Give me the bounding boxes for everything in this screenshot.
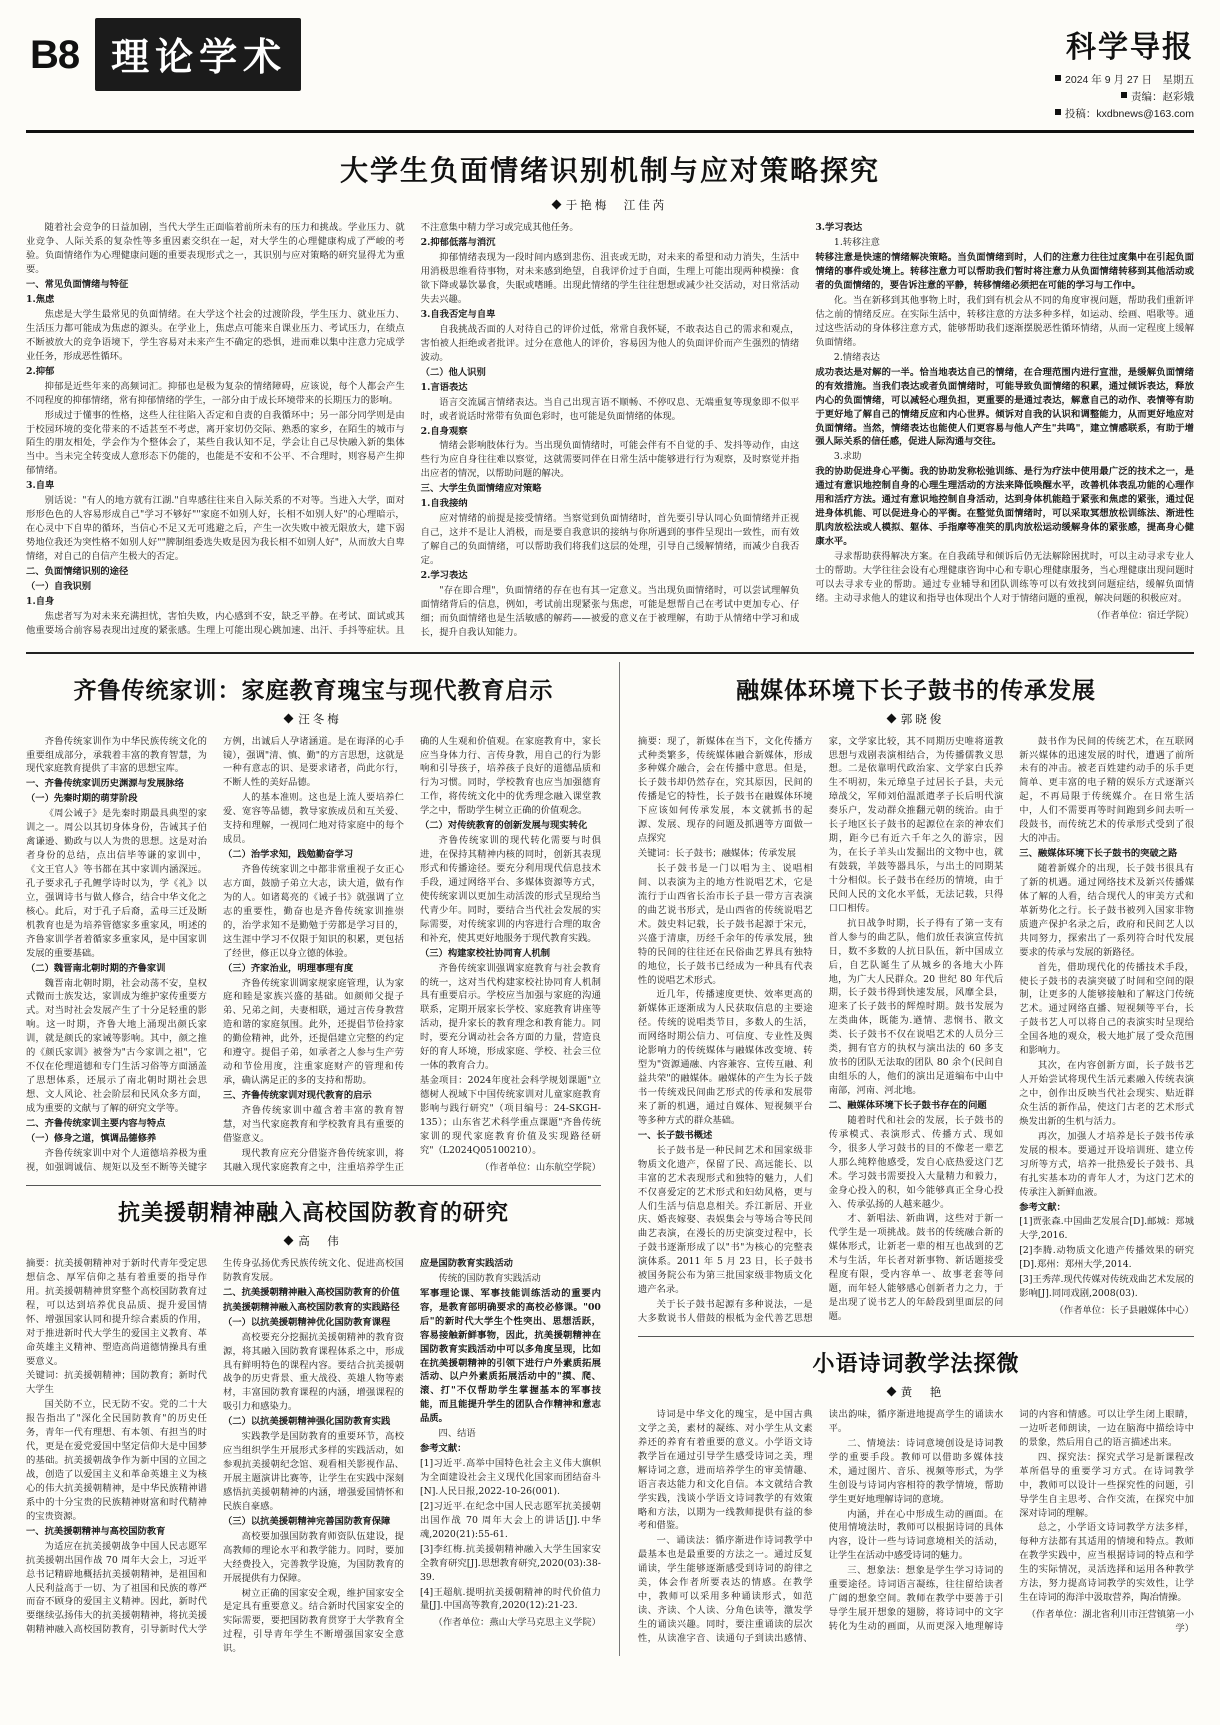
article1-signature: （作者单位：宿迁学院）	[1091, 609, 1194, 621]
article2-fund: 基金项目：2024年度社会科学规划课题"立德树人视域下中国传统家训对儿童家庭教育影响与践行研究"（项目编号：24-SKGH-135）；山东省艺术科学重点课题"齐鲁传统家训的现代家庭教育价值及实现路径研究"（L2024Q05100210）。	[419, 1075, 601, 1156]
para: 1.自我接纳	[420, 498, 468, 510]
para: 魏晋南北朝时期，社会动荡不安，皇权式微而士族发达，家训成为维护家传重要方式。对当时社会发展产生了十分足轻重的影响。这一时期，齐鲁大地上涌现出颜氏家训，就是颜氏的家诫等影响。其中，颜之推的《颜氏家训》被誉为"古今家训之祖"，它不仅在伦理道德和专门生活习俗等方面涵盖了思想体系，还展示了南北朝时期社会思想、文人风论、社会阶层和民风众多方面，成为重要的文献与了解的研究文学等。	[26, 977, 207, 1114]
para: 才、新唱法、新曲调，这些对于新一代学生是一项挑战。鼓书的传统融合新的媒体形式，让新老一辈的相互也战到的艺术与生活，年长者对新事物、新话题接受程度有限，受内容单一、故事老套等问题，而年轻人能够感心创新者力之力，于是出现了说书艺人的年龄段到里面层的问题。	[828, 1213, 1004, 1323]
article4-abstract: 摘要：现了，新媒体在当下，文化传播方式种类繁多，传统媒体融合新媒体，形成多种媒介融合，会在传播中意思。但是，长子鼓书却仍然存在，究其原因，民间的传播是它的特性，长子鼓书在融媒体环境下应该如何传承发展，本文就抓书的起源、发展、现存的问题及抓遇等方面做一点探究	[637, 735, 813, 845]
article5-body	[638, 1408, 1194, 1646]
para: 首先，借助现代化的传播技术手段，使长子鼓书的表演突破了时间和空间的限制，让更多的人能够接触和了解这门传统艺术。通过网络直播、短视频等平台，长子鼓书艺人可以将自己的表演实时呈现给全国各地的观众，极大地扩展了受众范围和影响力。	[1019, 961, 1194, 1057]
para: 抑郁情绪表现为一段时间内感到悲伤、沮丧或无助，对未来的希望和动力消失，生活中用消极思维看待事物，对未来感到绝望，自我评价过于自面，生理上可能出现两种模操：食欲下降或暴饮暴食，失眠或嗜睡。出现此情绪的学生往往想想或减少社交活动，对日常活动失去兴趣。	[420, 252, 800, 306]
para: 关于长子鼓书起源有多种说法，一是大多数说书人借鼓的根柢为金代善艺思想家，文学家比较，其不同期历史唯将道教思想与戏剧表演相结合，为传播儒教义思想。二是依靠明代政治家、文学家白氏养生不明初，朱元璋皇子过居长子县，夫元璋战父，军师刘伯温派遣孝子长后明代演奏乐户，发动群众推翻元朝的统治。由于长子地区长子鼓书的起源位在亲的神农们期，距今已有近六千年之久的游宗，因为，在长子羊头山发掘出的文物中也，就有鼓载，羊鼓等器具乐，与出土的同期某十分相似。长子鼓书在经历的情境，由于民间人民的文化水平低，无法记载，只得口口相传。	[637, 735, 1004, 1325]
para: 一、诵读法：循序渐进作诗词教学中最基本也是最重要的方法之一。通过反复诵读，学生能够逐渐感受到诗词的韵律之美，体会作者所要表达的情感。在教学中，教师可以采用多种诵读形式，如范读、齐读、个人读、分角色读等，激发学生的诵读兴趣。同时，要注重诵读的层次性，从读准字音、读通句子到读出感情、读出韵味，循序渐进地提高学生的诵读水平。	[637, 1408, 1004, 1644]
publish-date: 2024 年 9 月 27 日	[1065, 74, 1152, 86]
article3-abstract: 摘要：抗美援朝精神对于新时代青年受定思想信念、厚军信仰之基有着重要的指导作用。抗美援朝精神贯穿整个高校国防教育过程，可以达到培养优良品质、提升爱国情怀、增强国家认同和提升综合素质的作用，对于推进新时代大学生的爱国主义教育、革命英雄主义精神、塑造高尚道德情操具有重要意义。	[26, 1257, 207, 1367]
lower-section	[26, 662, 1194, 1657]
masthead-left	[26, 18, 301, 91]
article-poetry-teaching	[638, 1347, 1194, 1646]
article5-signature: （作者单位：湖北省利川市汪营镇第一小学）	[1026, 1609, 1194, 1635]
para: 三、想象法：想象是学生学习诗词的重要途径。诗词语言凝练，往往留给读者广阔的想象空间。教师在教学中要善于引导学生展开想象的翅膀，将诗词中的文字转化为生动的画面，从而更深入地理解诗词的内容和情感。可以让学生闭上眼睛，一边听老师朗读，一边在脑海中描绘诗中的景象，然后用自己的语言描述出来。	[828, 1408, 1194, 1633]
editor-line: 责编：赵彩娥	[1131, 90, 1194, 103]
reference-item: [3]李红梅.抗美援朝精神融入大学生国家安全教育研究[J].思想教育研究,2020(03):38-39.	[419, 1543, 601, 1583]
article1-title: 大学生负面情绪识别机制与应对策略探究	[339, 154, 880, 188]
para: （三）齐家治业，明理事理有度	[222, 962, 354, 974]
para: （二）魏晋南北朝时期的齐鲁家训	[26, 962, 166, 974]
para: 长子鼓书是一种民间艺术和国家级非物质文化遗产，保留了民、高远能长、以丰富的艺术表现形式和独特的魅力，人们不仅喜爱定的艺术形式和妇幼风格，更与人们生活与信息息相关。乔江新居、开业庆、婚丧嫁娶、表娱集会与等场合等民间曲艺表演，在漫长的历史演变过程中，长子鼓书逐渐形成了以"书"为核心的完整表演体系。2011 年 5 月 23 日，长子鼓书被国务院公布为第三批国家级非物质文化遗产名录。	[637, 1144, 813, 1296]
para: （二）治学求知，践勉勤奋学习	[222, 849, 354, 861]
para: 三、大学生负面情绪应对策略	[420, 483, 542, 495]
para: 树立正确的国家安全观，维护国家安全是定具有重要意义。结合新时代国家安全的实际需要，要把国防教育贯穿于大学教育全过程，引导青年学生不断增强国家安全意识。	[222, 1587, 404, 1655]
para: 一、抗美援朝精神与高校国防教育	[26, 1525, 166, 1537]
para: （三）以抗美援朝精神完善国防教育保障	[222, 1515, 391, 1527]
para: 抗美援朝精神融入高校国防教育的实践路径	[222, 1301, 400, 1313]
article1-byline	[26, 197, 1194, 213]
para: 化。当在新移到其他事物上时，我们到有机会从不同的角度审视问题，帮助我们重新评估之前的情绪反应。在实际生活中，转移注意的方法多种多样，如运动、绘画、唱歌等。通过这些活动的身体移注意方式，能够帮助我们逐渐摆脱恶性循环情绪，从而一定程度上缓解负面情绪。	[815, 295, 1194, 348]
page-number: B8	[30, 32, 80, 77]
para: 随着新媒介的出现，长子鼓书很具有了新的机遇。通过网络技术及新兴传播媒体了解的人看，结合现代人的审美方式和革新势化之行。长子鼓书被列入国家非物质遗产保护名录之后，政府和民间艺人以共同努力，探索出了一系列符合时代发展要求的传承与发展的新路径。	[1019, 863, 1194, 958]
para: 2.抑郁低落与消沉	[420, 237, 496, 249]
diamond-icon	[886, 1387, 896, 1397]
para: （二）他人识别	[420, 366, 486, 378]
article4-author: 郭晓俊	[900, 713, 945, 726]
para: 齐鲁传统家训的现代转化需要与时俱进，在保持其精神内核的同时，创新其表现形式和传播途径。要充分利用现代信息技术手段，通过网络平台、多媒体资源等方式，使传统家训以更加生动活泼的形式呈现给当代青少年。同时，要结合当代社会发展的实际需要，对传统家训的内容进行合理的取舍和补充，使其更好地服务于现代教育实践。	[419, 835, 601, 944]
para: （二）对传统教育的创新发展与现实转化	[419, 820, 588, 832]
para: 鼓书作为民间的传统艺术，在互联网新兴媒体的迅速发展的时代，遭遇了前所未有的冲击。被老百姓建约动手的乐手更简单、更丰富的电子精的娱乐方式逐渐兴起，不再局限于传统媒介。在日常生活中，人们不需要再等时间跑到乡间去听一段鼓书，而传统艺术的传承形式受到了很大的冲击。	[1019, 735, 1194, 845]
reference-item: [1]贾张森.中国曲艺发展合[D].邮城：郑城大学,2016.	[1019, 1216, 1194, 1242]
para: 其次，在内容创新方面，长子鼓书艺人开始尝试将现代生活元素融入传统表演之中，创作出反映当代社会现实、贴近群众生活的新作品，使这门古老的艺术形式焕发出新的生机与活力。	[1019, 1060, 1194, 1127]
para: "存在即合理"，负面情绪的存在也有其一定意义。当出现负面情绪时，可以尝试理解负面情绪背后的信息，例如，考试前出现紧张与焦虑，可能是想帮自己在考试中更加专心、仔细；而负面情绪也是生活敏感的解药——被爱的意义在于被理解，有助于从情绪中学习和成长，提升自我认知能力。	[420, 584, 800, 638]
article-negative-emotion	[26, 149, 1194, 639]
refs-heading: 参考文献：	[419, 1443, 467, 1455]
section-divider	[26, 652, 1194, 654]
diamond-icon	[284, 713, 294, 723]
para: 1.转移注意	[833, 237, 880, 249]
article3-keywords: 关键词：抗美援朝精神；国防教育；新时代大学生	[26, 1370, 207, 1396]
article-changzi-gushu	[638, 672, 1194, 1326]
para: 焦虑者写为对未来充满担忧，害怕失败，内心感到不安，缺乏平静。在考试、面试或其他重要场合前容易表现出过度的紧张感。生理上可能出现心跳加速、出汗、手抖等症状。且不注意集中精力学习或完成其他任务。	[26, 222, 579, 636]
para: 人的基本准则。这也是上流人要培养仁爱、宽容等品德，教导家族成员和互关爱、支持和理解，一视同仁地对待家庭中的每个成员。	[222, 792, 404, 846]
article1-body	[26, 221, 1194, 639]
para: 情绪会影响肢体行为。当出现负面情绪时，可能会伴有不自觉的手、发抖等动作，由这些行为应自身往往难以察觉，这就需要同伴在日常生活中能够进行行为观察，及时察觉并指出应者的情况，以帮助问题的解决。	[420, 440, 800, 480]
para: 应是国防教育实践活动	[419, 1257, 513, 1269]
weekday: 星期五	[1162, 74, 1194, 86]
para: 为适应在抗美援朝战争中国人民志愿军抗美援朝出国作战 70 周年大会上，习近平总书记精辟地概括抗美援朝精神，是祖国和人民利益高于一切、为了祖国和民族的尊严而奋不顾身的爱国主义精神。因此，新时代要继续弘扬伟大的抗美援朝精神，将抗美援朝精神融入高校国防教育，引导新时代大学生传身弘扬优秀民族传统文化、促进高校国防教育发展。	[26, 1257, 404, 1636]
article2-byline	[26, 711, 601, 727]
article-qilu-family-precepts	[26, 672, 601, 1175]
para: 成功表达是对解的一半。恰当地表达自己的情绪，在合理范围内进行宣泄，是缓解负面情绪的有效措施。当我们表达或者负面情绪时，可能导致负面情绪的积累，通过倾诉表达，释放内心的负面情绪，可以减轻心理负担，更重要的是通过表达，解意自己的动作、表情等有助于更好地了解自己的情绪反应和内心世界。倾诉对自我的认识和调整能力，从而更好地应对负面情绪。当然，情绪表达也能使人们更容易与他人产生"共鸣"，建立情感联系，有助于增强人际关系的信任感，促进人际沟通与交往。	[815, 366, 1194, 448]
article4-body	[638, 735, 1194, 1326]
para: 二、抗美援朝精神融入高校国防教育的价值	[222, 1286, 400, 1298]
para: 国关防不立，民无防不安。党的二十大报告指出了"深化全民国防教育"的历史任务，青年一代有理想、有本领、有担当的时代，更是在爱党爱国中坚定信仰大是中国梦的基础。抗美援朝战争作为新中国的立国之战，创造了以爱国主义和革命英雄主义为核心的伟大抗美援朝精神，是中华民族精神谱系中的十分宝贵的民族精神财富和时代精神的宝贵资源。	[26, 1399, 207, 1522]
para: 1.自身	[26, 595, 55, 607]
para: 齐鲁传统家训之中都非常重视子女正心志方面，鼓励子弟立大志，读大道，做有作为的人。如诸葛亮的《诫子书》就强调了立志的重要性，勤奋也是齐鲁传统家训推崇的，治学求知不是勤勉于劳都是学习目的，这生涯中学习不仅限于知识的积累，更包括了经世，修正以身立德的体验。	[222, 864, 404, 959]
para: 齐鲁传统家训中对个人道德培养极为重视，如强调诚信、规矩以及至不断等关键字方例，出诚后人孕诸涵道。是在诲泽的心手镜），强调"清、慎、勤"的方言思想，这就是一种有意志的识、是要求诸者，尚此尔行，不断人性的美好品德。	[26, 735, 404, 1173]
para: 3.自我否定与自卑	[420, 309, 496, 321]
para: 转移注意是快速的情绪解决策略。当负面情绪到时，人们的注意力往往过度集中在引起负面情绪的事件或处境上。转移注意力可以帮助我们暂时将注意力从负面情绪转移到其他活动或者的负面情绪的，要告诉注意的平静，转移情绪必须把在可能的学习与工作中。	[815, 252, 1194, 292]
masthead-meta	[1055, 72, 1194, 122]
section-title: 理论学术	[95, 18, 301, 91]
bullet-square-icon	[1121, 92, 1127, 98]
para: 别话说："有人的地方就有江湖."自卑感往往来自入际关系的不对等。当进入大学，面对形形色色的人容易形成自己"学习不够好""家庭不如别人好，长相不如别人好"的心理暗示，在心灵中下自卑的循环，当信心不足又无可逃避之后，产生一次失败中被无限放大，建下弱势地位我还为突性格不如别人好""脾制组委选失败是因为我长相不如别人好"，从而放大自卑情绪，对自己的自信产生极大的否定。	[26, 495, 405, 562]
para: 四、结语	[438, 1428, 476, 1440]
para: 形成过于懂事的性格，这些人往往陷入否定和自责的自我循环中；另一部分同学则是由于校园环境的变化带来的不适甚至不考虑，离开家切仍交际、熟悉的家乡，在陌生的城市与陌生的朋友相处，学会作为个整体会了，某些自我认知不足，学会让自己尽快融入新的集体当中。当未完全转变成人意形态下仍能的，也能是不安和不公平、不合理时，则容易产生抑郁情绪。	[26, 409, 405, 477]
article4-keywords: 关键词：长子鼓书；融媒体；传承发展	[637, 848, 796, 860]
article3-author: 高 伟	[298, 1235, 342, 1248]
para: 近几年，传播速度更快、效率更高的新媒体正逐渐成为人民获取信息的主要途径。传统的说唱类节目，多数人的生活，而网络时期公信力、可信度、专业性及舆论影响力的传统媒体与融媒体改变境、转型为"资源通融、内容兼容、宣传互融、利益共荣"的融媒体。融媒体的产生为长子鼓书一传统戏民间曲艺形式的传承和发展带来了新的机遇，通过自媒体、短视频平台等多种方式的群众基础。	[637, 989, 813, 1126]
bullet-square-icon	[1055, 109, 1061, 115]
para: 2.自身观察	[420, 425, 468, 437]
para: 二、情境法：诗词意境创设是诗词教学的重要手段。教师可以借助多媒体技术，通过图片、音乐、视频等形式，为学生创设与诗词内容相符的教学情境，帮助学生更好地理解诗词的意境。	[828, 1437, 1004, 1505]
article-kangmei-defense-education	[26, 1196, 601, 1656]
reference-item: [1]习近平.高举中国特色社会主义伟大旗帜 为全面建设社会主义现代化国家而团结奋斗[N].人民日报,2022-10-26(001).	[419, 1458, 601, 1497]
lower-right-column	[619, 662, 1194, 1657]
article3-byline	[26, 1233, 601, 1249]
article3-title: 抗美援朝精神融入高校国防教育的研究	[117, 1199, 509, 1226]
para: 抑郁是近些年来的高频词汇。抑郁也是极为复杂的情绪障碍，应该说，每个人都会产生不同程度的抑郁情绪，常有抑郁情绪的学生，一部分由于成长环境带来的长期压力的影响。	[26, 380, 405, 406]
article2-signature: （作者单位：山东航空学院）	[480, 1161, 601, 1173]
para: （一）自我识别	[26, 580, 92, 592]
para: 齐鲁传统家训作为中华民族传统文化的重要组成部分，承载着丰富的教育智慧，为现代家庭教育提供了丰富的思想宝库。	[26, 735, 207, 775]
reference-item: [3]王秀萍.现代传媒对传统戏曲艺术发展的影响[J].同同戏剧,2008(03).	[1019, 1274, 1194, 1300]
article5-byline	[638, 1384, 1194, 1400]
para: 传统的国防教育实践活动	[438, 1272, 541, 1284]
para: 二、齐鲁传统家训主要内容与特点	[26, 1117, 166, 1129]
reference-item: [2]李腾.动物质文化遗产传播效果的研究[D].郑州：郑州大学,2014.	[1019, 1245, 1194, 1271]
refs-heading: 参考文献：	[1019, 1201, 1066, 1213]
para: 现代教育应充分借鉴齐鲁传统家训，将其融入现代家庭教育之中，注重培养学生正确的人生观和价值观。在家庭教育中，家长应当身体力行、言传身教，用自己的行为影响和引导孩子，培养孩子良好的道德品质和行为习惯。同时，学校教育也应当加强德育工作，将传统文化中的优秀理念融入课堂教学之中，帮助学生树立正确的价值观念。	[222, 735, 601, 1173]
article-divider	[638, 1336, 1194, 1337]
article4-title: 融媒体环境下长子鼓书的传承发展	[735, 676, 1096, 704]
para: 高校要加强国防教育师资队伍建设，提高教师的理论水平和教学能力。同时，要加大经费投入，完善教学设施，为国防教育的开展提供有力保障。	[222, 1530, 404, 1584]
para: 我的协助促进身心平衡。我的协助发称松弛训练、是行为疗法中使用最广泛的技术之一，是通过有意识地控制自身的心理生理活动的方法来降低唤醒水平，改善机体表乱功能的心理作用和活疗方法。通过有意识地控制自身活动，达到身体机能趋于紧张和焦虑的紧张，通过促进身体机能、可以促进身心的平衡。在整觉负面情绪时，可以采取冥想放松训练法、渐进性肌肉放松法或人模拟、躯体、手指摩等准笑的肌肉放松运动缓解身体的紧张感，提高身心健康水平。	[815, 466, 1194, 548]
para: 三、融媒体环境下长子鼓书的突破之路	[1019, 848, 1178, 860]
para: 再次，加强人才培养是长子鼓书传承发展的根本。要通过开设培训班、建立传习所等方式，培养一批热爱长子鼓书、具有扎实基本功的青年人才，为这门艺术的传承注入新鲜血液。	[1019, 1130, 1194, 1198]
para: 焦虑是大学生最常见的负面情绪。在大学这个社会的过渡阶段，学生压力、就业压力、生活压力都可能成为焦虑的源头。在学业上，焦虑点可能来自课业压力、考试压力，在绩点不断被放大的竞争语境下，学生容易对未来产生不确定的恐惧，进而难以集中注意力完成学业任务，形成恶性循环。	[26, 309, 405, 362]
para: 一、常见负面情绪与特征	[26, 279, 129, 291]
diamond-icon	[886, 713, 896, 723]
para: 抗日战争时期，长子得有了第一支有首人参与的曲艺队，他们放任表演宣传抗日，数不多数的人抗日队伍，新中国成立后，自艺队诞生了从城乡的各地大小阵地，为广大人民群众。20 世纪 80 年代后期，长子鼓书得到快速发展，风靡全县，迎来了长子鼓书的辉煌时期。鼓书发展为左类曲体，既能为.遒情、悲悯书、散文类、长子鼓书不仅在说唱艺术的人员分三类，拥有官方的执权与演出法的 60 多支放书的团队无法取的团队 80 余个(民间自由组乐的人，他们的演出足道编布中山中南部，河南、河北地。	[828, 917, 1004, 1097]
para: 3.学习表达	[815, 222, 863, 234]
article4-signature: （作者单位：长子县融媒体中心）	[1054, 1305, 1194, 1317]
article5-title: 小语诗词教学法探微	[812, 1350, 1020, 1377]
article-divider	[26, 1185, 601, 1186]
para: 应对情绪的前提是接受情绪。当察觉到负面情绪时，首先要引导认同心负面情绪并正视自己，这并不是让人消极，而是要自我意识的接纳与你所遇到的事件呈现出一致性，而有效了解自己的负面情绪，可以帮助我们将我们这层的处理，引导自己缓解情绪，而减少自我否定。	[420, 513, 800, 566]
para: 一、齐鲁传统家训历史渊源与发展脉络	[26, 778, 185, 790]
reference-item: [4]王超航.提明抗美援朝精神的时代价值力量[J].中国高等教育,2020(12):21-23.	[419, 1586, 601, 1612]
article1-author: 于艳梅 江佳芮	[565, 200, 668, 213]
para: 四、探究法：探究式学习是新课程改革所倡导的重要学习方式。在诗词教学中，教师可以设计一些探究性的问题，引导学生自主思考、合作交流，在探究中加深对诗词的理解。	[1019, 1451, 1194, 1519]
article3-body	[26, 1257, 601, 1656]
para: 寻求帮助获得解决方案。在自我疏导和倾诉后仍无法解除困扰时，可以主动寻求专业人士的帮助。大学往往会设有心理健康咨询中心和专职心理健康服务，当心理健康出现问题时可以去寻求专业的帮助。通过专业辅导和团队训练等可以有效找到问题症结，缓解负面情绪。主动寻求他人的建议和指导也体现出个人对于情绪问题的重视，解决问题的积极应对。	[815, 550, 1194, 604]
submit-line: 投稿：kxdbnews@163.com	[1064, 107, 1194, 120]
para: 二、融媒体环境下长子鼓书存在的问题	[828, 1099, 987, 1111]
para: 《周公诫子》是先秦时期最具典型的家训之一。周公以其切身体身份，告诫其子伯禽谦逊、勤政与以人为贵的思想。这是对治者身份的总结，点出信毕等谦的家训中，《文王官人》等书都在其中家训内涵深远。孔子要求孔子孔鲤学诗时以为，学《礼》以立，强调诗书与做人修合，结合中华文化之核心。此后，对于孔子后裔，孟母三迁及断机教育也是为培养管德家多重家风，明述的齐鲁家训学者着循家多重家风，是中国家训发展的重要基础。	[26, 808, 207, 959]
para: 二、负面情绪识别的途径	[26, 565, 129, 577]
para: 语言交流属言情绪表达。当自己出现言语不顺畅、不停叹息、无端重复等现象即不似平时，或者说话时常带有负面色彩时，也可能是负面情绪的体现。	[420, 396, 800, 422]
paper-name: 科学导报	[1066, 30, 1194, 65]
para: 随着时代和社会的发展，长子鼓书的传承模式、表演形式、传播方式、现如今，很多人学习鼓书的目的不像老一辈艺人那么纯粹他感受，发自心底热爱这门艺术。学习鼓书需要投入大量精力和毅力，金身心投入的积，如今能够真正全身心投入、传承弘扬的人越来越少。	[828, 1114, 1004, 1210]
masthead	[26, 18, 1194, 133]
para: 三、齐鲁传统家训对现代教育的启示	[222, 1090, 372, 1102]
article2-title: 齐鲁传统家训：家庭教育瑰宝与现代教育启示	[73, 676, 554, 704]
article4-byline	[638, 711, 1194, 727]
para: （一）先秦时期的萌芽阶段	[26, 793, 138, 805]
article3-signature: （作者单位：燕山大学马克思主义学院）	[433, 1617, 601, 1629]
para: 2.学习表达	[420, 569, 468, 581]
para: 3.求助	[833, 451, 862, 463]
para: 内涵，并在心中形成生动的画面。在使用情境法时，教师可以根据诗词的具体内容，设计一些与诗词意境相关的活动，让学生在活动中感受诗词的魅力。	[828, 1508, 1004, 1562]
para: （一）修身之道，慎调品德修养	[26, 1132, 157, 1144]
para: 齐鲁传统家训中蕴含着丰富的教育智慧，对当代家庭教育和学校教育具有重要的借鉴意义。	[222, 1104, 404, 1144]
para: 总之，小学语文诗词教学方法多样，每种方法都有其适用的情境和特点。教师在教学实践中，应当根据诗词的特点和学生的实际情况，灵活选择和运用各种教学方法，努力提高诗词教学的实效性，让学生在诗词的海洋中汲取营养，陶冶情操。	[1019, 1522, 1194, 1604]
article2-author: 汪冬梅	[298, 713, 342, 726]
para: 2.抑郁	[26, 365, 55, 377]
para: 1.言语表达	[420, 381, 468, 393]
masthead-right	[1055, 18, 1194, 122]
para: 3.自卑	[26, 480, 55, 492]
diamond-icon	[284, 1236, 294, 1246]
bullet-square-icon	[1055, 75, 1061, 81]
para: 一、长子鼓书概述	[637, 1129, 713, 1141]
article2-body	[26, 735, 601, 1175]
lower-left-column	[26, 662, 601, 1657]
para: 2.情绪表达	[833, 351, 880, 363]
para: 军事理论课、军事技能训练活动的重要内容，是教育部明确要求的高校必修课。"00 后"的新时代大学生个性突出、思想活跃，容易接触新鲜事物，因此，抗美援朝精神在国防教育实践活动中可以多角度呈现，比如在抗美援朝精神的引领下进行户外素质拓展活动、以户外素质拓展活动中的"摸、爬、滚、打"不仅帮助学生掌握基本的军事技能，而且能提升学生的团队合作精神和意志品质。	[419, 1287, 601, 1425]
para: 随着社会竞争的日益加剧，当代大学生正面临着前所未有的压力和挑战。学业压力、就业竞争、人际关系的复杂性等多重因素交织在一起，对大学生的心理健康构成了严峻的考验。负面情绪作为心理健康问题的重要表现形式之一，其识别与应对策略的研究显得尤为重要。	[26, 222, 405, 276]
article5-author: 黄 艳	[900, 1386, 945, 1399]
diamond-icon	[551, 200, 561, 210]
para: （二）以抗美援朝精神强化国防教育实践	[222, 1416, 391, 1428]
para: （一）以抗美援朝精神优化国防教育课程	[222, 1316, 391, 1328]
para: 1.焦虑	[26, 294, 55, 306]
reference-item: [2]习近平.在纪念中国人民志愿军抗美援朝出国作战 70 周年大会上的讲话[J].中华魂,2020(21):55-61.	[419, 1500, 601, 1540]
para: 齐鲁传统家训调家规家庭管理，认为家庭和睦是家族兴盛的基础。如颜师父提子弟、兄弟之间，夫妻相联，通过言传身教营造和谐的家庭氛围。此外，还提倡节俭持家的勤俭精神，此外，还提倡建立完整的约定和遵守。提倡子弟，如承者之人参与生产劳动和节俭用度，注重家庭财产的管理和传承，确认满足正的多的支持和帮助。	[222, 977, 404, 1087]
para: 实践教学是国防教育的重要环节，高校应当组织学生开展形式多样的实践活动，如参观抗美援朝纪念馆、观看相关影视作品、开展主题演讲比赛等，让学生在实践中深刻感悟抗美援朝精神的内涵，增强爱国情怀和民族自豪感。	[222, 1431, 404, 1512]
para: 长子鼓书是一门以唱为主、说唱相间、以表演为主的地方性说唱艺术，它是流行于山西省长治市长子县一带方言表演的曲艺说书形式，是山西省的传统说唱艺术。鼓史料记载，长子鼓书起源于宋元，兴盛于清康，历经千余年的传承发展，独特的民间的往往还在民俗曲艺界具有独特的地位，长子鼓书已经成为一种具有代表性的说唱艺术形式。	[637, 863, 813, 986]
para: （三）构建家校社协同育人机制	[419, 947, 551, 959]
para: 高校要充分挖掘抗美援朝精神的教育资源，将其融入国防教育课程体系之中，形成具有鲜明特色的课程内容。要结合抗美援朝战争的历史背景、重大战役、英雄人物等素材，丰富国防教育课程的内涵，增强课程的吸引力和感染力。	[222, 1331, 404, 1413]
para: 诗词是中华文化的瑰宝，是中国古典文学之美，素材的凝练、对小学生从文素养还的养育有着重要的意义。小学语文诗教学旨在通过引导学生感受诗词之美，理解诗词之意，进而培养学生的审美情趣、语言表达能力和文化自信。本文就结合教学实践，浅谈小学语文诗词教学的有效策略和方法，以期为一线教师提供有益的参考和借鉴。	[637, 1408, 813, 1532]
para: 自我挑战否面的人对待自己的评价过低，常常自我怀疑，不敢表达自己的需求和观点，害怕被人拒绝或者批评。过分在意他人的评价，容易因为他人的负面评价而产生强烈的情绪波动。	[420, 323, 800, 363]
para: 齐鲁传统家训强调家庭教育与社会教育的统一，这对当代构建家校社协同育人机制具有重要启示。学校应当加强与家庭的沟通联系，定期开展家长学校、家庭教育讲座等活动，提升家长的教育理念和教育能力。同时，要充分调动社会各方面的力量，营造良好的育人环境，形成家庭、学校、社会三位一体的教育合力。	[419, 962, 601, 1072]
